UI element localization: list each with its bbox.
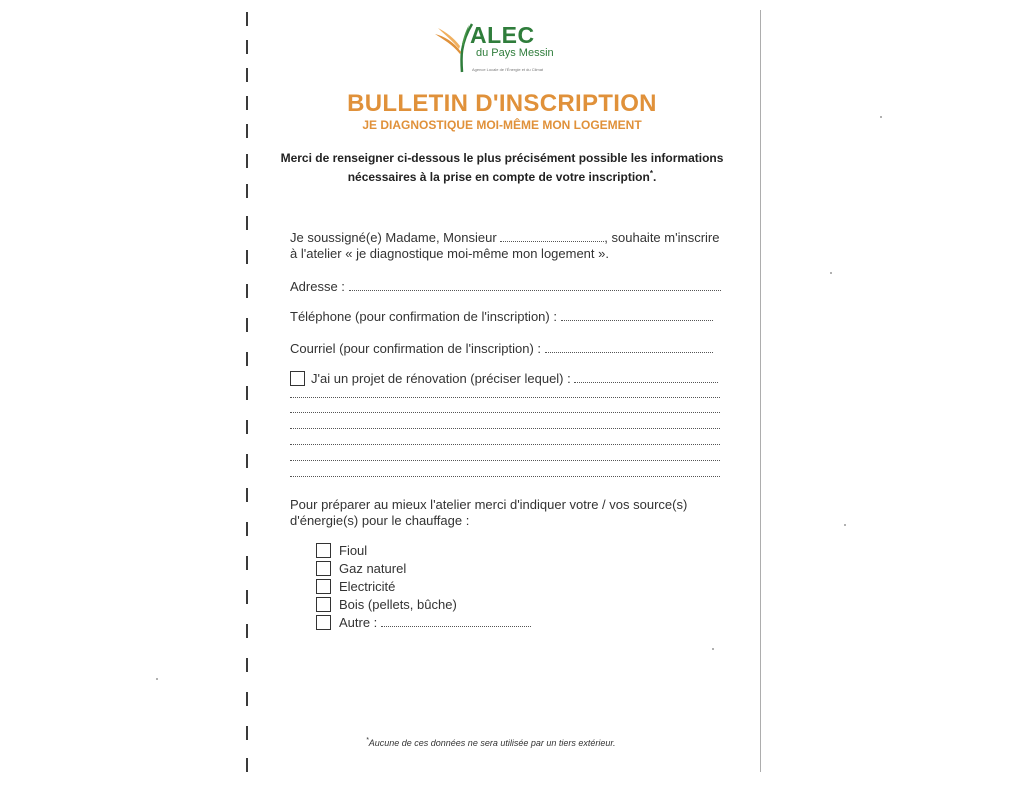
autre-field[interactable] [381,616,531,627]
energy-option-autre[interactable] [316,615,531,631]
logo-tagline: Agence Locale de l'Énergie et du Climat [472,67,544,72]
scan-speck [844,524,846,526]
project-detail-line[interactable] [290,412,720,413]
intro-asterisk: * [649,169,653,178]
energy-option-electricite[interactable] [316,579,395,595]
project-label: J'ai un projet de rénovation (préciser lequel) : [311,371,571,386]
email-field[interactable] [545,342,713,353]
option-label: Autre : [339,615,378,630]
binder-mark [246,184,248,198]
logo-name: ALEC [470,22,535,48]
binder-mark [246,250,248,264]
project-checkbox[interactable] [290,371,305,386]
binder-mark [246,692,248,706]
document-subtitle: JE DIAGNOSTIQUE MOI-MÊME MON LOGEMENT [362,118,642,132]
phone-row [290,309,713,324]
intro-end: . [652,170,657,184]
footnote-text: Aucune de ces données ne sera utilisée par un tiers extérieur. [368,738,616,748]
scan-speck [830,272,832,274]
checkbox[interactable] [316,543,331,558]
option-label: Gaz naturel [339,561,407,576]
binder-mark [246,40,248,54]
footnote-asterisk: * [366,737,369,744]
option-label: Bois (pellets, bûche) [339,597,457,612]
option-label: Electricité [339,579,396,594]
intro-text [280,150,724,185]
project-detail-line[interactable] [290,428,720,429]
binder-mark [246,556,248,570]
binder-mark [246,454,248,468]
binder-mark [246,658,248,672]
project-detail-line[interactable] [290,476,720,477]
binder-mark [246,68,248,82]
intro-line-2 [280,166,724,185]
phone-label: Téléphone (pour confirmation de l'inscription) : [290,309,557,324]
leaf-logo-icon [434,22,474,74]
address-field[interactable] [349,280,721,291]
intro-line-1: Merci de renseigner ci-dessous le plus précisément possible les informations [280,151,724,165]
name-field[interactable] [500,231,604,242]
binder-mark [246,216,248,230]
checkbox[interactable] [316,579,331,594]
binder-mark [246,420,248,434]
binder-mark [246,318,248,332]
energy-question-line-2: d'énergie(s) pour le chauffage : [290,513,470,528]
binder-mark [246,726,248,740]
binder-mark [246,284,248,298]
binder-mark [246,386,248,400]
binder-mark [246,12,248,26]
declaration-end: , souhaite m'inscrire [604,230,720,245]
email-label: Courriel (pour confirmation de l'inscription) : [290,341,542,356]
scan-speck [712,648,714,650]
project-detail-line[interactable] [290,397,720,398]
intro-line-2-text: nécessaires à la prise en compte de votre inscription [347,170,650,184]
phone-field[interactable] [561,310,713,321]
checkbox[interactable] [316,615,331,630]
binder-mark [246,624,248,638]
binder-mark [246,154,248,168]
declaration-line-1 [290,230,719,245]
energy-option-gaz[interactable] [316,561,406,577]
address-label: Adresse : [290,279,345,294]
declaration-start: Je soussigné(e) Madame, Monsieur [290,230,497,245]
option-label: Fioul [339,543,368,558]
binder-mark [246,352,248,366]
project-detail-line[interactable] [290,444,720,445]
binder-mark [246,590,248,604]
address-row [290,279,721,294]
checkbox[interactable] [316,561,331,576]
email-row [290,341,713,356]
footnote [366,737,616,748]
declaration-line-2: à l'atelier « je diagnostique moi-même mon logement ». [290,246,609,261]
project-row [290,371,718,387]
energy-option-bois[interactable] [316,597,457,613]
binder-mark [246,522,248,536]
project-field[interactable] [574,372,718,383]
alec-logo [434,22,564,78]
binder-mark [246,488,248,502]
binder-mark [246,758,248,772]
scan-speck [156,678,158,680]
project-detail-line[interactable] [290,460,720,461]
document-title: BULLETIN D'INSCRIPTION [347,90,657,117]
checkbox[interactable] [316,597,331,612]
energy-option-fioul[interactable] [316,543,367,559]
logo-subtitle: du Pays Messin [476,47,554,59]
energy-question-line-1: Pour préparer au mieux l'atelier merci d'indiquer votre / vos source(s) [290,497,688,512]
